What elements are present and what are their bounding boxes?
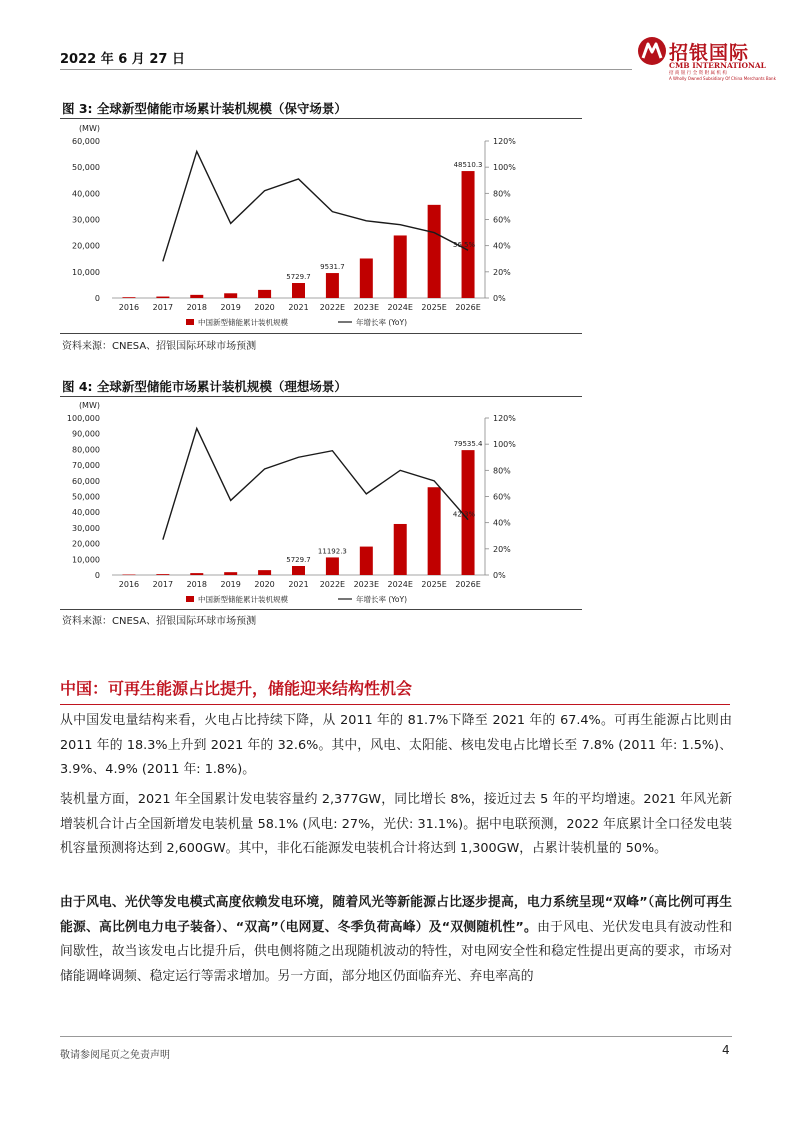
legend-bar-swatch — [186, 319, 194, 325]
cmb-international-logo — [637, 36, 776, 86]
y-tick-label: 50,000 — [72, 163, 100, 173]
paragraph-installed-capacity: 装机量方面，2021 年全国累计发电装容量约 2,377GW，同比增长 8%，接近过去 5 年的平均增速。2021 年风光新增装机合计占全国新增发电装机量 58.1% (风电: 27%，光伏: 31.1%)。据中电联预测，2022 年底累计全口径发电装机容量预测将达到 2,600GW。其中，非化石能源发电装机合计将达到 1,300GW，占累计装机量的 50%。 — [60, 792, 732, 857]
figure4-chart — [60, 398, 582, 608]
figure3-source: 资料来源：CNESA、招银国际环球市场预测 — [62, 341, 257, 352]
x-tick-label: 2019 — [220, 303, 241, 312]
yoy-line-label: 36.5% — [452, 241, 476, 250]
legend-bar-label: 中国新型储能累计装机规模 — [198, 318, 288, 327]
y2-tick-label: 100% — [493, 163, 516, 173]
figure4-bottom-rule — [60, 609, 582, 610]
y-tick-label: 10,000 — [72, 555, 100, 565]
x-tick-label: 2026E — [455, 303, 481, 312]
x-tick-label: 2020 — [254, 580, 275, 589]
bar-2021 — [292, 283, 305, 298]
footer-divider — [60, 1036, 732, 1037]
y-tick-label: 70,000 — [72, 461, 100, 471]
bar-2018 — [190, 295, 203, 298]
bar-data-label: 48510.3 — [453, 161, 483, 170]
bar-2023E — [360, 547, 373, 575]
paragraph-grid-volatility-bold: 由于风电、光伏等发电模式高度依赖发电环境，随着风光等新能源占比逐步提高，电力系统呈现“双峰”（高比例可再生能源、高比例电力电子装备）、“双高”（电网夏、冬季负荷高峰）及“双侧随机性”。 — [60, 895, 732, 935]
y2-tick-label: 100% — [493, 440, 516, 450]
x-tick-label: 2019 — [220, 580, 241, 589]
x-tick-label: 2022E — [319, 303, 346, 312]
paragraph-grid-volatility — [60, 891, 732, 989]
x-tick-label: 2024E — [387, 303, 413, 312]
bar-2017 — [156, 574, 169, 575]
y-tick-label: 0 — [94, 294, 100, 303]
figure4-title: 图 4: 全球新型储能市场累计装机规模（理想场景） — [62, 379, 347, 394]
bar-2022E — [326, 273, 339, 298]
x-tick-label: 2025E — [421, 580, 447, 589]
y2-tick-label: 40% — [493, 518, 511, 528]
bar-2025E — [428, 205, 441, 298]
y2-tick-label: 120% — [493, 137, 516, 146]
page-number: 4 — [722, 1043, 730, 1057]
bar-data-label: 9531.7 — [320, 263, 345, 272]
y2-tick-label: 80% — [493, 466, 511, 476]
bar-data-label: 5729.7 — [286, 556, 311, 565]
figure3-rule — [60, 118, 582, 119]
y2-tick-label: 60% — [493, 492, 511, 502]
logo-chinese-name: 招银国际 — [669, 42, 750, 64]
x-tick-label: 2023E — [353, 580, 380, 589]
x-tick-label: 2025E — [421, 303, 447, 312]
bar-2026E — [462, 171, 475, 298]
x-tick-label: 2017 — [152, 303, 174, 312]
y-tick-label: 90,000 — [72, 429, 100, 439]
x-tick-label: 2018 — [186, 580, 207, 589]
y-tick-label: 40,000 — [72, 508, 100, 518]
y-tick-label: 80,000 — [72, 445, 100, 455]
yoy-growth-line — [163, 151, 468, 261]
y-tick-label: 10,000 — [72, 267, 100, 277]
bar-2021 — [292, 566, 305, 575]
bar-2020 — [258, 290, 271, 298]
bar-2016 — [122, 575, 135, 576]
x-tick-label: 2017 — [152, 580, 174, 589]
bar-2024E — [394, 235, 407, 298]
legend-line-label: 年增长率 (YoY) — [356, 595, 407, 604]
bar-2018 — [190, 573, 203, 575]
figure4-rule — [60, 396, 582, 397]
y2-tick-label: 120% — [493, 414, 516, 423]
figure4-source: 资料来源：CNESA、招银国际环球市场预测 — [62, 616, 257, 627]
x-tick-label: 2021 — [288, 303, 309, 312]
section-heading: 中国：可再生能源占比提升，储能迎来结构性机会 — [60, 679, 413, 698]
y2-tick-label: 20% — [493, 267, 511, 277]
bar-2025E — [428, 487, 441, 575]
y2-tick-label: 0% — [493, 294, 506, 303]
y-tick-label: 40,000 — [72, 189, 100, 199]
y-tick-label: 100,000 — [66, 414, 100, 423]
y-tick-label: 20,000 — [72, 241, 100, 251]
x-tick-label: 2026E — [455, 580, 481, 589]
paragraph-power-structure: 从中国发电量结构来看，火电占比持续下降，从 2011 年的 81.7%下降至 2021 年的 67.4%。可再生能源占比则由 2011 年的 18.3%上升到 2021 年的 32.6%。其中，风电、太阳能、核电发电占比增长至 7.8% (2011 年: 1.5%)、3.9%、4.9% (2011 年: 1.8%)。 — [60, 713, 732, 778]
y-tick-label: 60,000 — [72, 476, 100, 486]
figure3-chart — [60, 120, 582, 332]
figure3-title: 图 3: 全球新型储能市场累计装机规模（保守场景） — [62, 101, 347, 116]
bar-2016 — [122, 297, 135, 298]
logo-subtitle-en: A Wholly Owned Subsidiary Of China Merchants Bank — [669, 76, 776, 81]
y-tick-label: 0 — [94, 571, 100, 580]
section-divider — [60, 704, 730, 705]
y-tick-label: 60,000 — [72, 137, 100, 146]
bar-2024E — [394, 524, 407, 575]
figure3-bottom-rule — [60, 333, 582, 334]
x-tick-label: 2020 — [254, 303, 275, 312]
y2-tick-label: 20% — [493, 544, 511, 554]
logo-subtitle: 招 商 银 行 全 资 附 属 机 构 — [669, 71, 727, 76]
x-tick-label: 2016 — [118, 580, 140, 589]
y-tick-label: 20,000 — [72, 539, 100, 549]
x-tick-label: 2021 — [288, 580, 309, 589]
x-tick-label: 2024E — [387, 580, 413, 589]
y-tick-label: 30,000 — [72, 523, 100, 533]
y-tick-label: 30,000 — [72, 215, 100, 225]
report-date: 2022 年 6 月 27 日 — [60, 52, 185, 67]
bar-2022E — [326, 557, 339, 575]
paragraph-grid-volatility-rest: 由于风电、光伏发电具有波动性和间歇性，故当该发电占比提升后，供电侧将随之出现随机波动的特性，对电网安全性和稳定性提出更高的要求，市场对储能调峰调频、稳定运行等需求增加。另一方面，部分地区仍面临弃光、弃电率高的 — [60, 919, 733, 984]
bar-2020 — [258, 570, 271, 575]
legend-line-label: 年增长率 (YoY) — [356, 318, 407, 327]
legend-bar-swatch — [186, 596, 194, 602]
bar-2023E — [360, 258, 373, 298]
y2-tick-label: 0% — [493, 571, 506, 580]
bar-2019 — [224, 572, 237, 575]
y2-tick-label: 40% — [493, 241, 511, 251]
y-axis-unit: (MW) — [78, 124, 100, 133]
x-tick-label: 2016 — [118, 303, 140, 312]
header-divider — [60, 69, 632, 70]
bar-2019 — [224, 293, 237, 298]
x-tick-label: 2023E — [353, 303, 380, 312]
cmb-logo-icon — [637, 36, 667, 66]
yoy-line-label: 42.3% — [452, 510, 476, 519]
bar-data-label: 11192.3 — [317, 547, 347, 556]
yoy-growth-line — [163, 428, 468, 539]
y-axis-unit: (MW) — [78, 401, 100, 410]
y2-tick-label: 60% — [493, 215, 511, 225]
logo-english-name: CMB INTERNATIONAL — [669, 61, 766, 70]
y-tick-label: 50,000 — [72, 492, 100, 502]
y2-tick-label: 80% — [493, 189, 511, 199]
bar-data-label: 5729.7 — [286, 273, 311, 282]
bar-2017 — [156, 297, 169, 298]
legend-bar-label: 中国新型储能累计装机规模 — [198, 595, 288, 604]
x-tick-label: 2018 — [186, 303, 207, 312]
bar-data-label: 79535.4 — [453, 440, 483, 449]
x-tick-label: 2022E — [319, 580, 346, 589]
disclaimer-note: 敬请参阅尾页之免责声明 — [60, 1050, 170, 1061]
